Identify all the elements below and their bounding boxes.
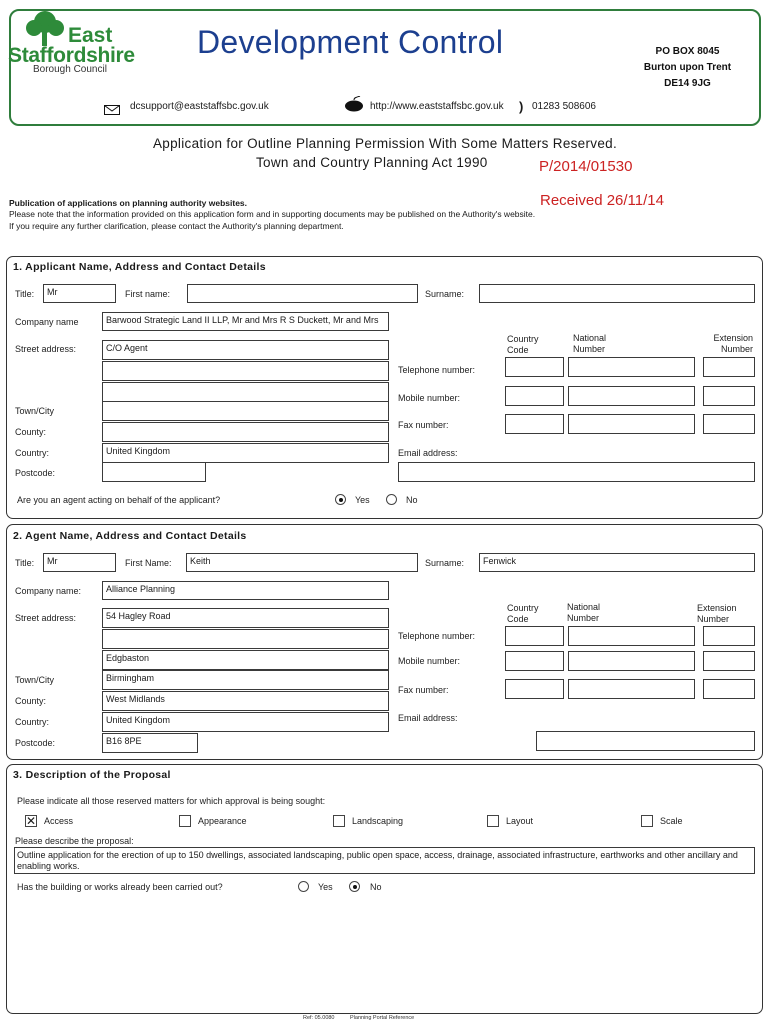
proposal-description-field[interactable]: Outline application for the erection of up to 150 dwellings, associated landscaping, public open space, access, drainage, associated infrastructure, earthworks and other ancillary and enabling works. xyxy=(14,847,755,874)
applicant-county-field[interactable] xyxy=(102,422,389,442)
agent-email-field[interactable] xyxy=(536,731,755,751)
applicant-mobile-country-code[interactable] xyxy=(505,386,564,406)
contact-website[interactable]: http://www.eaststaffsbc.gov.uk xyxy=(370,101,504,112)
surname-label: Surname: xyxy=(425,558,465,568)
applicant-title-field[interactable]: Mr xyxy=(43,284,116,303)
applicant-email-field[interactable] xyxy=(398,462,755,482)
mouse-icon xyxy=(342,96,366,117)
landscaping-label: Landscaping xyxy=(352,816,404,826)
applicant-mobile-extension[interactable] xyxy=(703,386,755,406)
country-label: Country: xyxy=(15,448,50,458)
agent-street-field-3[interactable]: Edgbaston xyxy=(102,650,389,670)
national-number-label: National Number xyxy=(573,333,607,354)
agent-company-field[interactable]: Alliance Planning xyxy=(102,581,389,600)
logo-borough-council: Borough Council xyxy=(33,64,107,75)
agent-tel-national[interactable] xyxy=(568,626,695,646)
footer-ref: Ref: 05.0080 xyxy=(303,1015,335,1021)
appearance-label: Appearance xyxy=(198,816,247,826)
applicant-company-field[interactable]: Barwood Strategic Land II LLP, Mr and Mrs R S Duckett, Mr and Mrs xyxy=(102,312,389,331)
contact-phone: 01283 508606 xyxy=(532,101,596,112)
mobile-label: Mobile number: xyxy=(398,393,461,403)
applicant-fax-extension[interactable] xyxy=(703,414,755,434)
agent-yes-label: Yes xyxy=(355,495,370,505)
county-label: County: xyxy=(15,427,47,437)
logo-staffordshire: Staffordshire xyxy=(8,44,135,67)
publication-text: Please note that the information provided on this application form and in supporting documents may be published on the Authority's website. xyxy=(9,209,536,219)
access-checkbox[interactable]: ✕ xyxy=(26,814,37,828)
footer-portal-reference: Planning Portal Reference xyxy=(350,1015,415,1021)
applicant-mobile-national[interactable] xyxy=(568,386,695,406)
applicant-first-name-field[interactable] xyxy=(187,284,418,303)
telephone-label: Telephone number: xyxy=(398,365,476,375)
phone-icon: ) xyxy=(519,99,524,114)
national-number-label: National Number xyxy=(567,602,601,623)
county-label: County: xyxy=(15,696,47,706)
agent-tel-extension[interactable] xyxy=(703,626,755,646)
carried-out-question: Has the building or works already been carried out? xyxy=(17,882,223,892)
agent-fax-extension[interactable] xyxy=(703,679,755,699)
carried-out-yes-label: Yes xyxy=(318,882,333,892)
extension-number-label: Extension Number xyxy=(697,603,737,624)
applicant-street-field-2[interactable] xyxy=(102,361,389,381)
layout-label: Layout xyxy=(506,816,534,826)
postcode-label: Postcode: xyxy=(15,468,56,478)
address-line: DE14 9JG xyxy=(664,78,711,89)
agent-yes-radio[interactable] xyxy=(335,494,346,505)
council-logo xyxy=(8,8,158,78)
applicant-tel-country-code[interactable] xyxy=(505,357,564,377)
email-label: Email address: xyxy=(398,448,458,458)
fax-label: Fax number: xyxy=(398,685,449,695)
company-label: Company name: xyxy=(15,586,82,596)
agent-postcode-field[interactable]: B16 8PE xyxy=(102,733,198,753)
contact-email[interactable]: dcsupport@eaststaffsbc.gov.uk xyxy=(130,101,269,112)
first-name-label: First Name: xyxy=(125,558,172,568)
agent-question: Are you an agent acting on behalf of the applicant? xyxy=(17,495,221,505)
form-subtitle: Town and Country Planning Act 1990 xyxy=(256,155,488,170)
agent-country-field[interactable]: United Kingdom xyxy=(102,712,389,732)
reserved-matters-question: Please indicate all those reserved matters for which approval is being sought: xyxy=(17,796,326,806)
section-title: 1. Applicant Name, Address and Contact Details xyxy=(13,261,266,273)
fax-label: Fax number: xyxy=(398,420,449,430)
scale-label: Scale xyxy=(660,816,683,826)
agent-first-name-field[interactable]: Keith xyxy=(186,553,418,572)
scale-checkbox[interactable] xyxy=(641,815,653,827)
landscaping-checkbox[interactable] xyxy=(333,815,345,827)
applicant-tel-extension[interactable] xyxy=(703,357,755,377)
agent-no-label: No xyxy=(406,495,418,505)
page-title: Development Control xyxy=(197,24,504,60)
received-stamp: Received 26/11/14 xyxy=(540,192,664,209)
appearance-checkbox[interactable] xyxy=(179,815,191,827)
agent-town-field[interactable]: Birmingham xyxy=(102,670,389,690)
agent-no-radio[interactable] xyxy=(386,494,397,505)
form-title: Application for Outline Planning Permission With Some Matters Reserved. xyxy=(153,136,617,151)
postcode-label: Postcode: xyxy=(15,738,56,748)
country-code-label: Country Code xyxy=(507,334,539,355)
council-address xyxy=(630,44,745,92)
agent-mobile-national[interactable] xyxy=(568,651,695,671)
agent-street-field[interactable]: 54 Hagley Road xyxy=(102,608,389,628)
address-line: Burton upon Trent xyxy=(643,62,732,73)
town-label: Town/City xyxy=(15,406,55,416)
carried-out-no-radio[interactable] xyxy=(349,881,360,892)
surname-label: Surname: xyxy=(425,289,465,299)
applicant-fax-national[interactable] xyxy=(568,414,695,434)
applicant-street-field-3[interactable] xyxy=(102,382,389,402)
email-label: Email address: xyxy=(398,713,458,723)
reference-number: P/2014/01530 xyxy=(539,158,633,175)
describe-label: Please describe the proposal: xyxy=(15,836,134,846)
applicant-surname-field[interactable] xyxy=(479,284,755,303)
agent-title-field[interactable]: Mr xyxy=(43,553,116,572)
agent-surname-field[interactable]: Fenwick xyxy=(479,553,755,572)
title-label: Title: xyxy=(15,289,35,299)
layout-checkbox[interactable] xyxy=(487,815,499,827)
agent-fax-national[interactable] xyxy=(568,679,695,699)
title-label: Title: xyxy=(15,558,35,568)
street-label: Street address: xyxy=(15,344,77,354)
country-label: Country: xyxy=(15,717,50,727)
applicant-country-field[interactable]: United Kingdom xyxy=(102,443,389,463)
section-title: 2. Agent Name, Address and Contact Details xyxy=(13,530,247,542)
envelope-icon xyxy=(104,102,120,120)
section-title: 3. Description of the Proposal xyxy=(13,769,171,781)
agent-mobile-country-code[interactable] xyxy=(505,651,564,671)
mobile-label: Mobile number: xyxy=(398,656,461,666)
telephone-label: Telephone number: xyxy=(398,631,476,641)
carried-out-yes-radio[interactable] xyxy=(298,881,309,892)
publication-text-2: If you require any further clarification, please contact the Authority's planning department. xyxy=(9,221,344,231)
applicant-postcode-field[interactable] xyxy=(102,462,206,482)
first-name-label: First name: xyxy=(125,289,171,299)
country-code-label: Country Code xyxy=(507,603,539,624)
tree-icon xyxy=(20,8,70,48)
agent-tel-country-code[interactable] xyxy=(505,626,564,646)
applicant-town-field[interactable] xyxy=(102,401,389,421)
carried-out-no-label: No xyxy=(370,882,382,892)
access-label: Access xyxy=(44,816,74,826)
extension-number-label: Extension Number xyxy=(713,333,753,354)
agent-county-field[interactable]: West Midlands xyxy=(102,691,389,711)
applicant-street-field[interactable]: C/O Agent xyxy=(102,340,389,360)
applicant-fax-country-code[interactable] xyxy=(505,414,564,434)
street-label: Street address: xyxy=(15,613,77,623)
agent-fax-country-code[interactable] xyxy=(505,679,564,699)
agent-street-field-2[interactable] xyxy=(102,629,389,649)
company-label: Company name xyxy=(15,317,79,327)
publication-heading: Publication of applications on planning authority websites. xyxy=(9,198,248,208)
address-line: PO BOX 8045 xyxy=(655,46,720,57)
agent-mobile-extension[interactable] xyxy=(703,651,755,671)
logo-east: East xyxy=(68,24,113,47)
applicant-tel-national[interactable] xyxy=(568,357,695,377)
town-label: Town/City xyxy=(15,675,55,685)
